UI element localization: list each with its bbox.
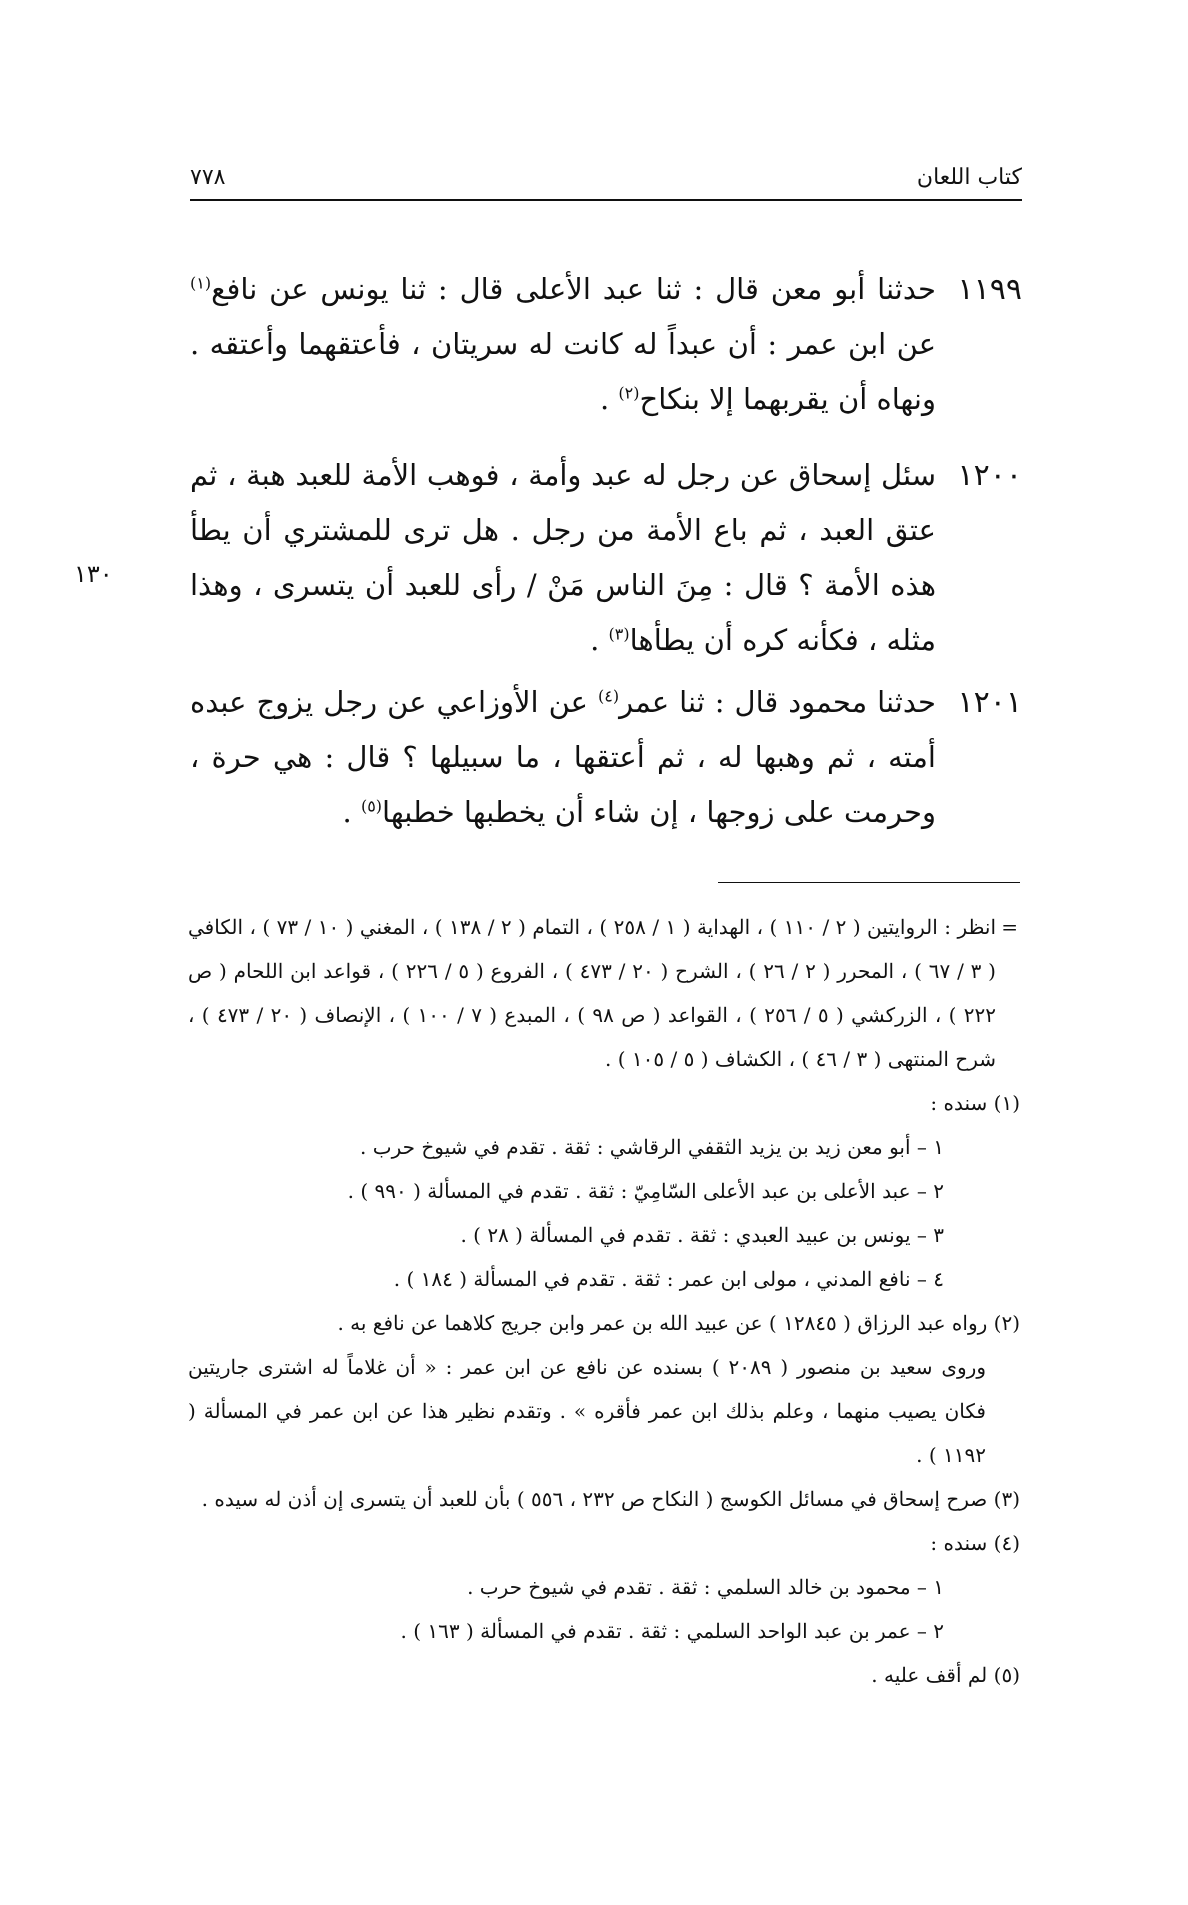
footnote-ref[interactable]: (١) <box>190 273 212 293</box>
footnote-ref[interactable]: (٣) <box>608 624 630 644</box>
list-item: ١ – محمود بن خالد السلمي : ثقة . تقدم في شيوخ حرب . <box>467 1575 944 1599</box>
footnote-4-title: (٤) سنده : <box>930 1531 1020 1555</box>
list-item: ٢ – عبد الأعلى بن عبد الأعلى السّامِيّ : ثقة . تقدم في المسألة ( ٩٩٠ ) . <box>347 1179 944 1203</box>
footnote-ref[interactable]: (٥) <box>360 796 383 816</box>
footnote-1-title: (١) سنده : <box>930 1091 1020 1115</box>
entry-1199 <box>190 262 1022 427</box>
margin-page-number: ١٣٠ <box>74 560 113 588</box>
header-rule <box>190 199 1022 201</box>
entry-number: ١٢٠٠ <box>957 458 1022 493</box>
list-item: ٤ – نافع المدني ، مولى ابن عمر : ثقة . تقدم في المسألة ( ١٨٤ ) . <box>393 1267 944 1291</box>
continuation-mark: = <box>1001 915 1018 939</box>
list-item: ١ – أبو معن زيد بن يزيد الثقفي الرقاشي : ثقة . تقدم في شيوخ حرب . <box>360 1135 944 1159</box>
entry-number: ١١٩٩ <box>957 272 1022 307</box>
footnote-4-list <box>188 1565 982 1653</box>
entry-1201 <box>190 675 1022 840</box>
chapter-title: كتاب اللعان <box>916 165 1022 190</box>
footnote-separator <box>718 882 1020 883</box>
entry-number: ١٢٠١ <box>957 685 1022 720</box>
footnotes <box>188 905 1020 1697</box>
footnote-ref[interactable]: (٢) <box>618 383 640 403</box>
entry-text: حدثنا أبو معن قال : ثنا عبد الأعلى قال : ثنا يونس عن نافع$^{(١)}$ عن ابن عمر : أن عبداً له كانت له سريتان ، فأعتقهما وأعتقه . ونهاه أن يقربهما إلا بنكاح$^{(٢)}$ . <box>190 272 936 416</box>
list-item: ٢ – عمر بن عبد الواحد السلمي : ثقة . تقدم في المسألة ( ١٦٣ ) . <box>400 1619 944 1643</box>
page-header <box>190 165 1022 201</box>
footnote-2: (٢) رواه عبد الرزاق ( ١٢٨٤٥ ) عن عبيد الله بن عمر وابن جريج كلاهما عن نافع به . <box>337 1311 1020 1335</box>
footnote-1-list <box>188 1125 982 1301</box>
footnote-3: (٣) صرح إسحاق في مسائل الكوسج ( النكاح ص ٢٣٢ ، ٥٥٦ ) بأن للعبد أن يتسرى إن أذن له سيده . <box>201 1487 1020 1511</box>
entry-text: حدثنا محمود قال : ثنا عمر$^{(٤)}$ عن الأوزاعي عن رجل يزوج عبده أمته ، ثم وهبها له ، ثم أعتقها ، ما سبيلها ؟ قال : هي حرة ، وحرمت على زوجها ، إن شاء أن يخطبها خطبها$^{(٥)}$ . <box>190 685 936 829</box>
footnote-2-cont: وروى سعيد بن منصور ( ٢٠٨٩ ) بسنده عن نافع عن ابن عمر : « أن غلاماً له اشترى جاريتين فكان يصيب منهما ، وعلم بذلك ابن عمر فأقره » . وتقدم نظير هذا عن ابن عمر في المسألة ( ١١٩٢ ) . <box>188 1355 987 1467</box>
footnote-ref[interactable]: (٤) <box>597 686 620 706</box>
list-item: ٣ – يونس بن عبيد العبدي : ثقة . تقدم في المسألة ( ٢٨ ) . <box>460 1223 944 1247</box>
footnote-continuation: = انظر : الروايتين ( ٢ / ١١٠ ) ، الهداية ( ١ / ٢٥٨ ) ، التمام ( ٢ / ١٣٨ ) ، المغني ( ١٠ / ٧٣ ) ، الكافي ( ٣ / ٦٧ ) ، المحرر ( ٢ / ٢٦ ) ، الشرح ( ٢٠ / ٤٧٣ ) ، الفروع ( ٥ / ٢٢٦ ) ، قواعد ابن اللحام ( ص ٢٢٢ ) ، الزركشي ( ٥ / ٢٥٦ ) ، القواعد ( ص ٩٨ ) ، المبدع ( ٧ / ١٠٠ ) ، الإنصاف ( ٢٠ / ٤٧٣ ) ، شرح المنتهى ( ٣ / ٤٦ ) ، الكشاف ( ٥ / ١٠٥ ) . <box>188 905 996 1081</box>
page-number: ٧٧٨ <box>190 165 226 190</box>
footnote-5: (٥) لم أقف عليه . <box>871 1663 1020 1687</box>
entry-1200 <box>190 448 1022 668</box>
entry-text: سئل إسحاق عن رجل له عبد وأمة ، فوهب الأمة للعبد هبة ، ثم عتق العبد ، ثم باع الأمة من رجل . هل ترى للمشتري أن يطأ هذه الأمة ؟ قال : مِنَ الناس مَنْ / رأى للعبد أن يتسرى ، وهذا مثله ، فكأنه كره أن يطأها$^{(٣)}$ . <box>190 458 936 657</box>
